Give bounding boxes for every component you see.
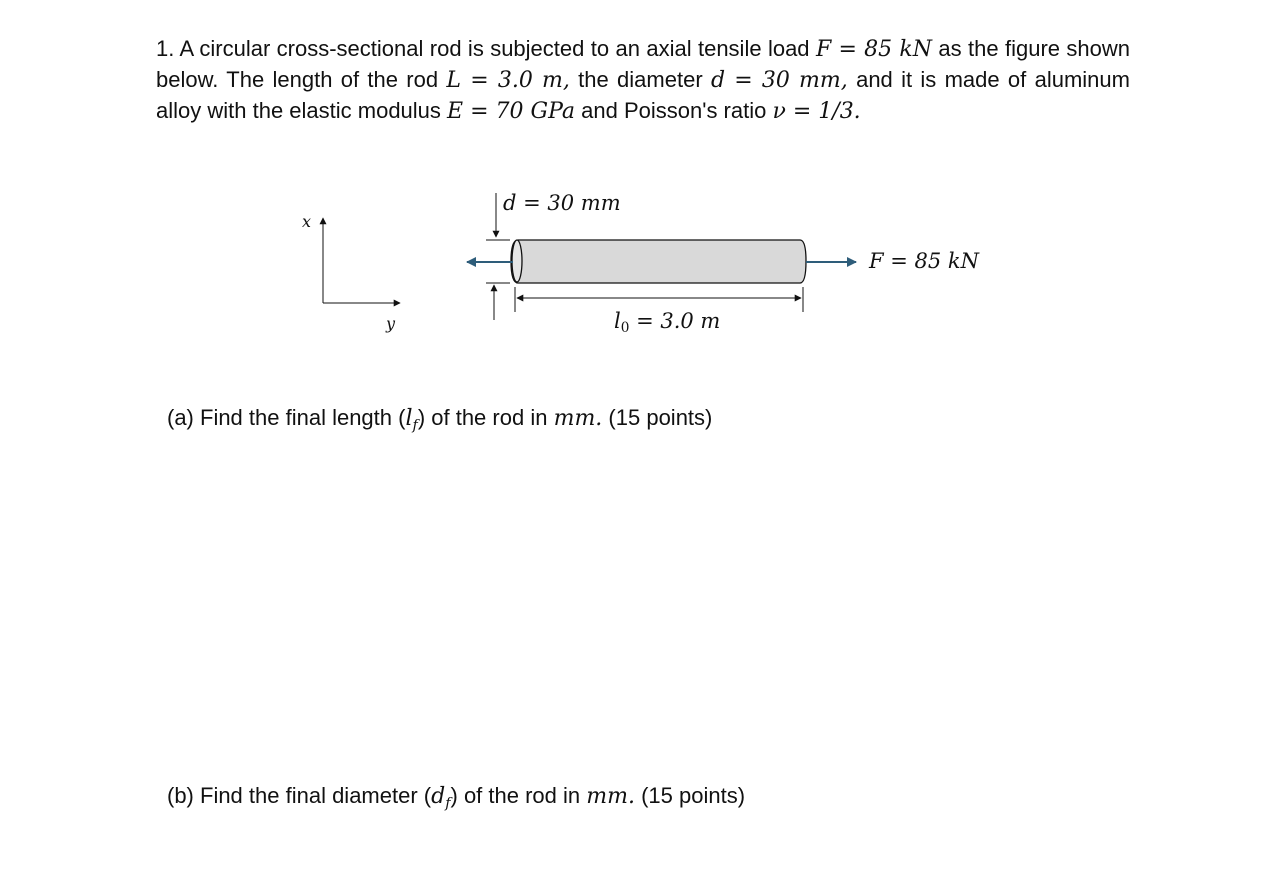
question-part-a: (a) Find the final length $(l_f)$ of the rod in mm. (15 points): [167, 405, 713, 434]
problem-text-2: as the figure shown below. The length of the rod: [156, 36, 1130, 92]
load-equation: F = 85 kN: [815, 37, 932, 62]
axis-y-label: y: [386, 314, 396, 333]
diameter-equation: d = 30 mm,: [710, 68, 848, 93]
rod-end-face: [512, 240, 522, 282]
problem-text-4: and it is made of aluminum alloy with the elastic modulus: [156, 67, 1130, 123]
rod-body: [511, 240, 806, 283]
modulus-equation: E = 70 GPa: [447, 99, 576, 124]
problem-text-1: A circular cross-sectional rod is subjected to an axial tensile load: [179, 36, 810, 61]
length-label: $l_0 = 3.0$ m: [614, 309, 721, 337]
question-part-b: (b) Find the final diameter $(d_f)$ of the rod in mm. (15 points): [167, 783, 746, 812]
diameter-label: d = 30 mm: [503, 191, 621, 215]
force-label: F = 85 kN: [869, 249, 980, 273]
axis-x-label: x: [302, 212, 312, 231]
problem-text-5: and Poisson's ratio: [581, 98, 767, 123]
poisson-equation: ν = 1/3.: [772, 99, 861, 124]
coordinate-axes-icon: [323, 218, 400, 303]
length-equation: L = 3.0 m,: [446, 68, 570, 93]
problem-text-3: the diameter: [578, 67, 703, 92]
problem-number: 1.: [156, 36, 175, 61]
